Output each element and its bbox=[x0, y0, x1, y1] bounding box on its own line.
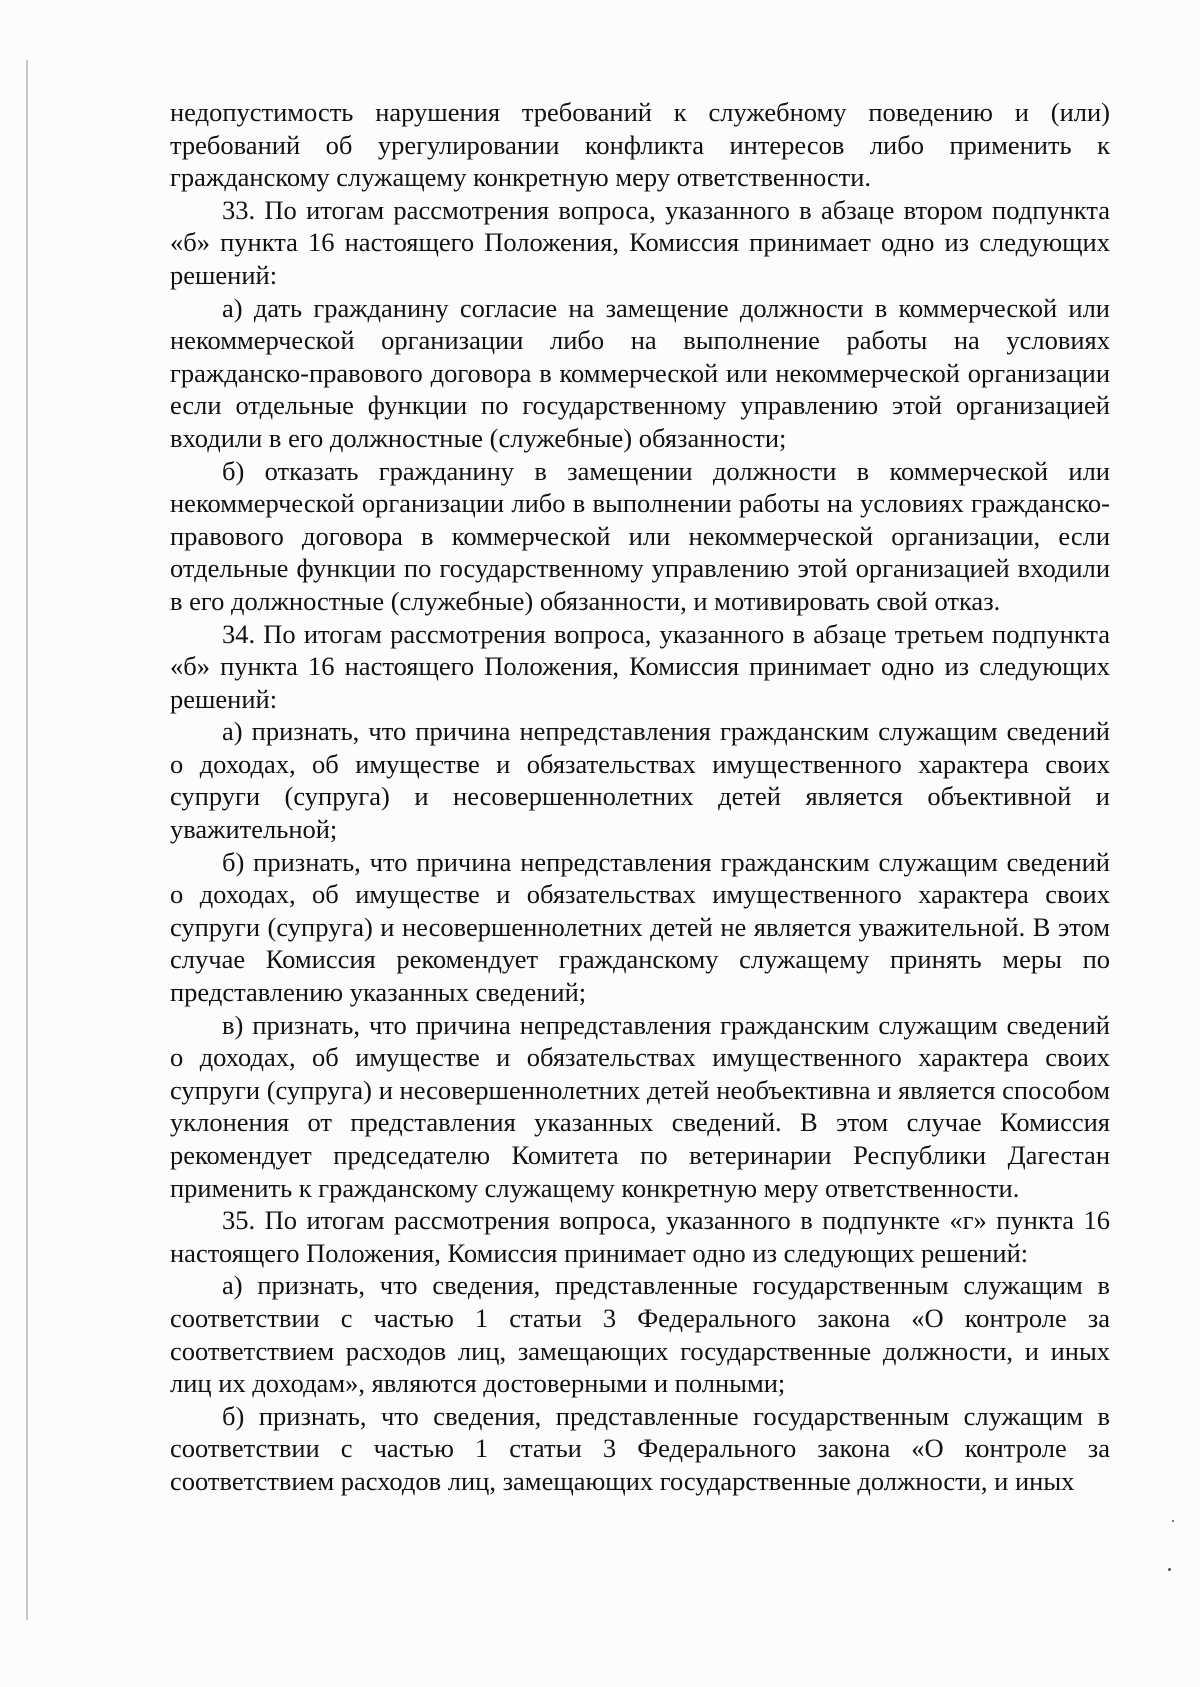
paragraph-33-b: б) отказать гражданину в замещении должности в коммерческой или некоммерческой организации либо в выполнении работы на условиях гражданско-правового договора в коммерческой или некоммерческой организации, если отдельные функции по государственному управлению этой организацией входили в его должностные (служебные) обязанности, и мотивировать свой отказ. bbox=[170, 455, 1110, 616]
paragraph-continuation: недопустимость нарушения требований к служебному поведению и (или) требований об урегулировании конфликта интересов либо применить к гражданскому служащему конкретную меру ответственности. bbox=[170, 97, 1110, 193]
document-body bbox=[170, 96, 1110, 1498]
scan-edge-line bbox=[26, 60, 28, 1620]
paragraph-33-a: а) дать гражданину согласие на замещение должности в коммерческой или некоммерческой организации либо на выполнение работы на условиях гражданско-правового договора в коммерческой или некоммерческой организации если отдельные функции по государственному управлению этой организацией входили в его должностные (служебные) обязанности; bbox=[170, 292, 1110, 453]
paragraph-35: 35. По итогам рассмотрения вопроса, указанного в подпункте «г» пункта 16 настоящего Положения, Комиссия принимает одно из следующих решений: bbox=[170, 1205, 1110, 1268]
paragraph-34-v: в) признать, что причина непредставления гражданским служащим сведений о доходах, об имуществе и обязательствах имущественного характера своих супруги (супруга) и несовершеннолетних детей необъективна и является способом уклонения от представления указанных сведений. В этом случае Комиссия рекомендует председателю Комитета по ветеринарии Республики Дагестан применить к гражданскому служащему конкретную меру ответственности. bbox=[170, 1009, 1110, 1203]
paragraph-34-a: а) признать, что причина непредставления гражданским служащим сведений о доходах, об имуществе и обязательствах имущественного характера своих супруги (супруга) и несовершеннолетних детей является объективной и уважительной; bbox=[170, 716, 1110, 845]
paragraph-34: 34. По итогам рассмотрения вопроса, указанного в абзаце третьем подпункта «б» пункта 16 настоящего Положения, Комиссия принимает одно из следующих решений: bbox=[170, 618, 1110, 714]
paragraph-34-b: б) признать, что причина непредставления гражданским служащим сведений о доходах, об имуществе и обязательствах имущественного характера своих супруги (супруга) и несовершеннолетних детей не является уважительной. В этом случае Комиссия рекомендует гражданскому служащему принять меры по представлению указанных сведений; bbox=[170, 846, 1110, 1008]
scan-speck bbox=[1172, 1520, 1174, 1522]
paragraph-35-b: б) признать, что сведения, представленные государственным служащим в соответствии с частью 1 статьи 3 Федерального закона «О контроле за соответствием расходов лиц, замещающих государственные должности, и иных bbox=[170, 1400, 1110, 1496]
paragraph-33: 33. По итогам рассмотрения вопроса, указанного в абзаце втором подпункта «б» пункта 16 настоящего Положения, Комиссия принимает одно из следующих решений: bbox=[170, 194, 1110, 290]
scan-speck bbox=[1168, 1568, 1171, 1571]
paragraph-35-a: а) признать, что сведения, представленные государственным служащим в соответствии с частью 1 статьи 3 Федерального закона «О контроле за соответствием расходов лиц, замещающих государственные должности, и иных лиц их доходам», являются достоверными и полными; bbox=[170, 1270, 1110, 1399]
